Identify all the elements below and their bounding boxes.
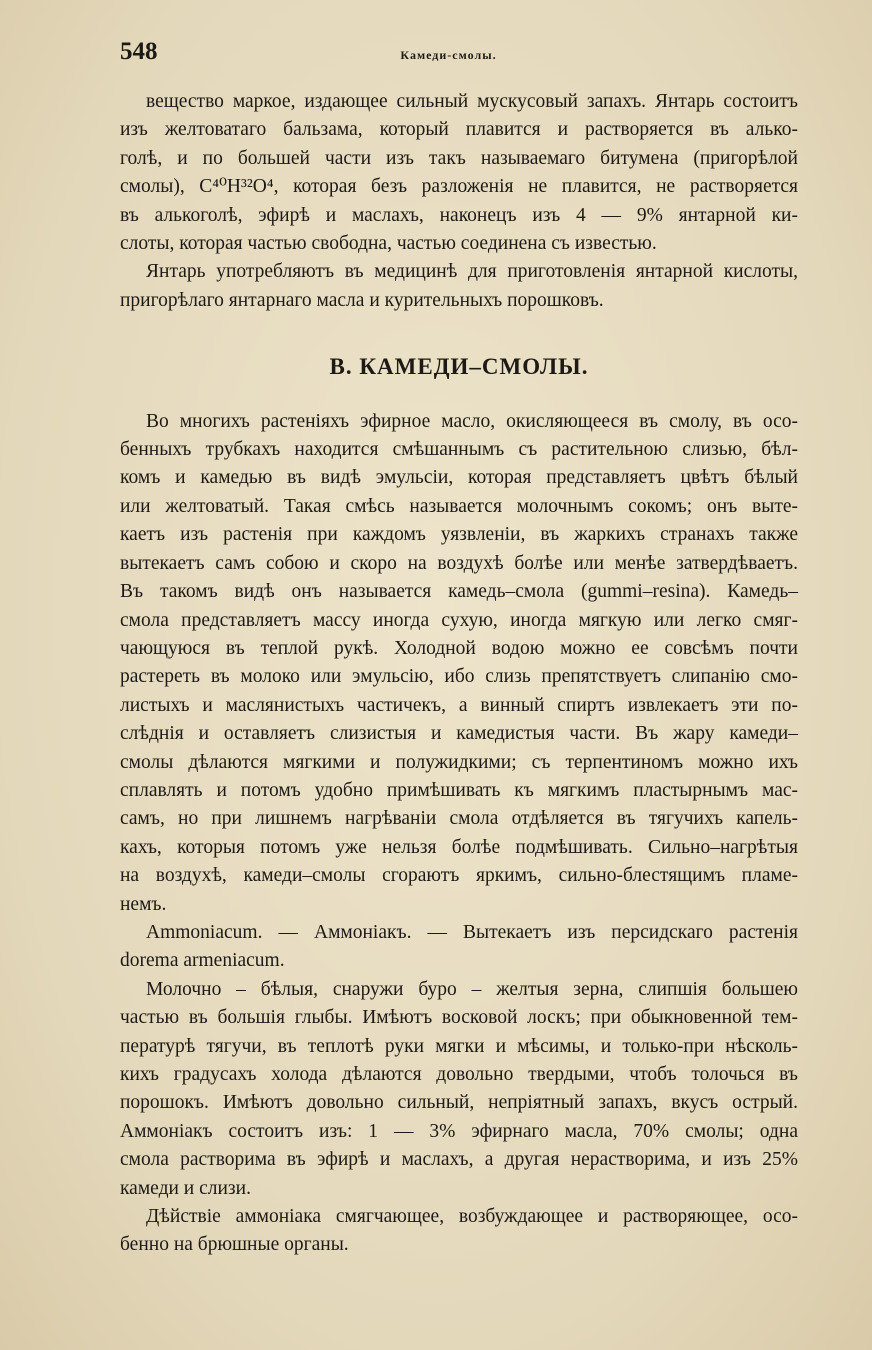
text-line: Молочно – бѣлыя, снаружи буро – желтыя зерна, слипшія большею xyxy=(146,978,798,1000)
paragraph xyxy=(120,976,798,1203)
text-line: слоты, которая частью свободна, частью соединена съ известью. xyxy=(120,233,657,255)
text-line: dorema armeniacum. xyxy=(120,950,285,972)
running-head: Камеди-смолы. xyxy=(400,48,497,62)
text-line: растереть въ молоко или эмульсію, ибо слизь препятствуетъ слипанію смо- xyxy=(120,666,798,688)
text-line: кахъ, которыя потомъ уже нельзя болѣе подмѣшивать. Сильно–нагрѣтыя xyxy=(120,836,798,858)
paragraph xyxy=(120,408,798,919)
page-number: 548 xyxy=(120,38,158,65)
text-line: бенно на брюшные органы. xyxy=(120,1234,349,1256)
page-header xyxy=(120,38,777,72)
text-line: самъ, но при лишнемъ нагрѣваніи смола отдѣляется въ тягучихъ капель- xyxy=(120,808,798,830)
text-line: немъ. xyxy=(120,893,167,915)
text-line: смолы дѣлаются мягкими и полужидкими; съ терпентиномъ можно ихъ xyxy=(120,751,798,773)
text-line: сплавлять и потомъ удобно примѣшивать къ мягкимъ пластырнымъ мас- xyxy=(120,779,798,801)
text-line: смола представляетъ массу иногда сухую, иногда мягкую или легко смяг- xyxy=(120,609,798,631)
text-line: вещество маркое, издающее сильный мускусовый запахъ. Янтарь состоитъ xyxy=(146,91,798,112)
text-line: частью въ большія глыбы. Имѣютъ восковой лоскъ; при обыкновенной тем- xyxy=(120,1007,798,1029)
text-line: смолы), C⁴⁰H³²O⁴, которая безъ разложенія не плавится, не растворяется xyxy=(120,176,798,198)
text-line: или желтоватый. Такая смѣсь называется молочнымъ сокомъ; онъ выте- xyxy=(120,495,798,517)
text-line: въ алькоголѣ, эфирѣ и маслахъ, наконецъ изъ 4 — 9% янтарной ки- xyxy=(120,204,798,226)
section-title: В. КАМЕДИ–СМОЛЫ. xyxy=(329,354,589,380)
text-line: Дѣйствіе аммоніака смягчающее, возбуждающее и растворяющее, осо- xyxy=(146,1206,798,1228)
text-line: Въ такомъ видѣ онъ называется камедь–смола (gummi–resina). Камедь– xyxy=(120,581,798,603)
text-line: пригорѣлаго янтарнаго масла и курительныхъ порошковъ. xyxy=(120,289,604,311)
text-line: Аммоніакъ состоитъ изъ: 1 — 3% эфирнаго масла, 70% смолы; одна xyxy=(120,1120,798,1142)
text-line: Ammoniacum. — Аммоніакъ. — Вытекаетъ изъ персидскаго растенія xyxy=(146,921,798,943)
text-line: голѣ, и по большей части изъ такъ называемаго битумена (пригорѣлой xyxy=(120,147,798,169)
text-line: листыхъ и маслянистыхъ частичекъ, а винный спиртъ извлекаетъ эти по- xyxy=(120,694,798,716)
text-line: изъ желтоватаго бальзама, который плавится и растворяется въ алько- xyxy=(120,119,798,141)
text-line: на воздухѣ, камеди–смолы сгораютъ яркимъ, сильно-блестящимъ пламе- xyxy=(120,865,798,887)
text-line: пературѣ тягучи, въ теплотѣ руки мягки и мѣсимы, и только-при нѣсколь- xyxy=(120,1035,798,1057)
paragraph xyxy=(120,919,798,976)
page-body xyxy=(120,88,798,1260)
text-line: каетъ изъ растенія при каждомъ уязвленіи, въ жаркихъ странахъ также xyxy=(120,524,798,546)
paragraph xyxy=(120,88,798,258)
text-line: слѣднія и оставляетъ слизистыя и камедистыя части. Въ жару камеди– xyxy=(120,723,798,745)
text-line: Янтарь употребляютъ въ медицинѣ для приготовленія янтарной кислоты, xyxy=(146,261,798,283)
bottom-paragraphs xyxy=(120,408,798,1260)
text-line: порошокъ. Имѣютъ довольно сильный, непріятный запахъ, вкусъ острый. xyxy=(120,1092,798,1114)
text-line: камеди и слизи. xyxy=(120,1177,251,1199)
text-line: комъ и камедью въ видѣ эмульсіи, которая представляетъ цвѣтъ бѣлый xyxy=(120,467,798,489)
text-line: чающуюся въ теплой рукѣ. Холодной водою можно ее совсѣмъ почти xyxy=(120,637,798,659)
top-paragraphs xyxy=(120,88,798,315)
text-line: Во многихъ растеніяхъ эфирное масло, окисляющееся въ смолу, въ осо- xyxy=(146,410,798,432)
paragraph xyxy=(120,1203,798,1260)
text-line: кихъ градусахъ холода дѣлаются довольно твердыми, чтобъ толочься въ xyxy=(120,1064,798,1085)
text-line: вытекаетъ самъ собою и скоро на воздухѣ болѣе или менѣе затвердѣваетъ. xyxy=(120,552,798,574)
paragraph xyxy=(120,258,798,315)
text-line: смола растворима въ эфирѣ и маслахъ, а другая нерастворима, и изъ 25% xyxy=(120,1149,798,1171)
text-line: бенныхъ трубкахъ находится смѣшаннымъ съ растительною слизью, бѣл- xyxy=(120,439,798,461)
